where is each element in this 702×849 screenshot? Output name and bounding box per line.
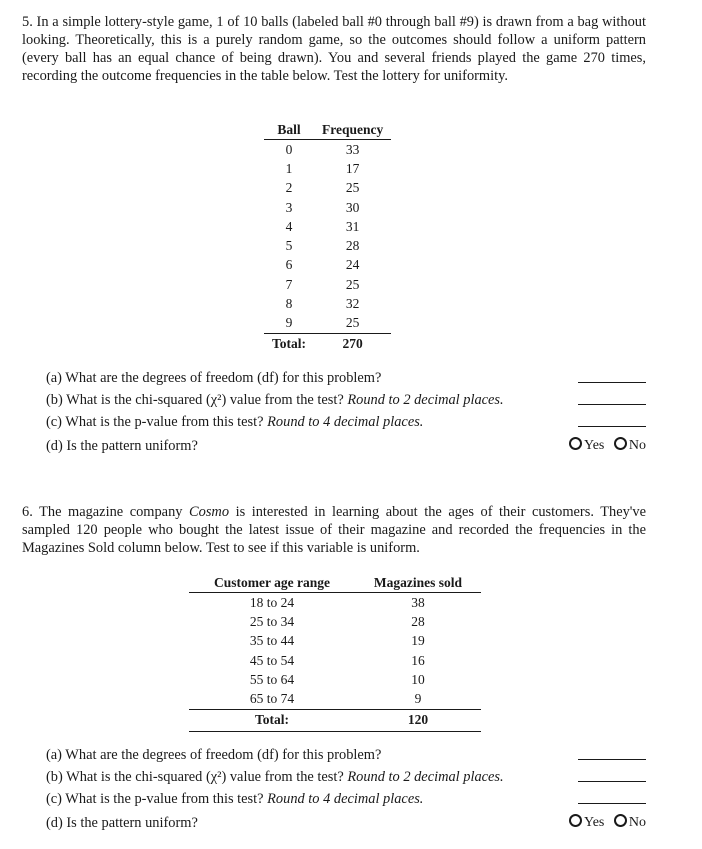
total-label: Total:: [189, 709, 355, 731]
table-row: [264, 159, 391, 178]
table-row: [189, 651, 481, 670]
radio-yes-label: Yes: [584, 815, 605, 830]
table-cell: 28: [345, 238, 360, 254]
radio-no-6[interactable]: [614, 815, 646, 830]
answer-6c-input[interactable]: [578, 803, 646, 804]
question-5a-text: (a) What are the degrees of freedom (df) for this problem?: [46, 370, 382, 386]
answer-5c-input[interactable]: [578, 426, 646, 427]
radio-yes-label: Yes: [584, 438, 605, 453]
table-row: [264, 275, 391, 294]
table-cell: 2: [285, 180, 293, 196]
table-header-ball: Ball: [264, 120, 314, 140]
table-cell: 10: [411, 671, 425, 687]
problem-6-text-start: 6. The magazine company: [22, 504, 183, 520]
table-cell: 25: [345, 315, 360, 331]
radio-circle-icon: [569, 437, 582, 450]
total-value: 120: [355, 709, 481, 731]
question-5d-text: (d) Is the pattern uniform?: [46, 438, 198, 454]
table-cell: 17: [345, 160, 360, 176]
magazine-brand: Cosmo: [189, 504, 230, 520]
question-5c: [46, 411, 646, 433]
table-cell: 8: [285, 296, 293, 312]
table-row: [189, 689, 481, 709]
table-cell: 4: [285, 218, 293, 234]
table-cell: 31: [345, 218, 360, 234]
table-total-row: [264, 333, 391, 355]
uniform-choice-6: [563, 812, 646, 834]
problem-6-text: [22, 503, 646, 557]
question-5b-note: Round to 2 decimal places.: [347, 392, 504, 408]
problem-5-text: 5. In a simple lottery-style game, 1 of 10 balls (labeled ball #0 through ball #9) is drawn from a bag without looking. Theoretically, this is a purely random game, so the outcomes should follow a uniform pattern (every ball has an equal chance of being drawn). You and several friends played the game 270 times, recording the outcome frequencies in the table below. Test the lottery for uniformity.: [22, 14, 646, 84]
table-row: [189, 593, 481, 613]
table-row: [264, 314, 391, 334]
radio-circle-icon: [614, 437, 627, 450]
table-cell: 3: [285, 199, 293, 215]
table-cell: 35 to 44: [249, 633, 295, 649]
table-cell: 16: [411, 652, 425, 668]
table-cell: 19: [411, 633, 425, 649]
table-cell: 7: [285, 276, 293, 292]
radio-no-5[interactable]: [614, 438, 646, 453]
table-cell: 0: [285, 141, 293, 157]
table-cell: 24: [345, 257, 360, 273]
table-cell: 6: [285, 257, 293, 273]
table-cell: 30: [345, 199, 360, 215]
table-cell: 25: [345, 276, 360, 292]
table-cell: 28: [411, 613, 425, 629]
total-label: Total:: [264, 333, 314, 355]
table-cell: 45 to 54: [249, 652, 295, 668]
table-row: [264, 256, 391, 275]
question-6a-text: (a) What are the degrees of freedom (df) for this problem?: [46, 747, 382, 763]
answer-5a-input[interactable]: [578, 382, 646, 383]
question-6b-text: (b) What is the chi-squared (χ²) value from the test?: [46, 769, 344, 785]
magazine-sales-table: [189, 573, 481, 732]
table-cell: 9: [414, 691, 422, 707]
table-row: [264, 140, 391, 160]
radio-yes-6[interactable]: [569, 815, 604, 830]
table-row: [264, 217, 391, 236]
table-row: [264, 198, 391, 217]
table-cell: 9: [285, 315, 293, 331]
table-row: [264, 294, 391, 313]
radio-yes-5[interactable]: [569, 438, 604, 453]
question-6d-text: (d) Is the pattern uniform?: [46, 815, 198, 831]
question-6c-text: (c) What is the p-value from this test?: [46, 791, 264, 807]
table-cell: 18 to 24: [249, 594, 295, 610]
lottery-frequency-table: [264, 120, 391, 355]
question-5b: [46, 389, 646, 411]
table-total-row: [189, 709, 481, 731]
table-cell: 25: [345, 180, 360, 196]
question-6c: [46, 788, 646, 810]
table-cell: 38: [411, 594, 425, 610]
table-row: [189, 670, 481, 689]
table-header-frequency: Frequency: [314, 120, 391, 140]
question-5c-note: Round to 4 decimal places.: [267, 414, 424, 430]
answer-6b-input[interactable]: [578, 781, 646, 782]
problem-5-questions: [46, 367, 646, 457]
question-5c-text: (c) What is the p-value from this test?: [46, 414, 264, 430]
radio-circle-icon: [614, 814, 627, 827]
total-value: 270: [314, 333, 391, 355]
table-row: [189, 632, 481, 651]
radio-no-label: No: [628, 815, 646, 830]
table-row: [264, 236, 391, 255]
table-cell: 5: [285, 238, 293, 254]
question-5a: [46, 367, 646, 389]
table-row: [264, 179, 391, 198]
table-header-age-range: Customer age range: [189, 573, 355, 593]
table-header-magazines-sold: Magazines sold: [355, 573, 481, 593]
question-6a: [46, 744, 646, 766]
question-6b: [46, 766, 646, 788]
uniform-choice-5: [563, 435, 646, 457]
table-cell: 1: [285, 160, 293, 176]
question-6b-note: Round to 2 decimal places.: [347, 769, 504, 785]
radio-circle-icon: [569, 814, 582, 827]
radio-no-label: No: [628, 438, 646, 453]
problem-6-text-end: is interested in learning about the ages of their customers. They've sampled 120 people who bought the latest issue of their magazine and recorded the frequencies in the Magazines Sold column below. Test to see if this variable is uniform.: [22, 504, 646, 556]
question-5b-text: (b) What is the chi-squared (χ²) value from the test?: [46, 392, 344, 408]
table-cell: 55 to 64: [249, 671, 295, 687]
question-6c-note: Round to 4 decimal places.: [267, 791, 424, 807]
question-6d: [46, 812, 646, 834]
table-cell: 33: [345, 141, 360, 157]
table-cell: 65 to 74: [249, 691, 295, 707]
table-row: [189, 612, 481, 631]
question-5d: [46, 435, 646, 457]
table-cell: 32: [345, 296, 360, 312]
answer-6a-input[interactable]: [578, 759, 646, 760]
answer-5b-input[interactable]: [578, 404, 646, 405]
problem-6-questions: [46, 744, 646, 834]
table-cell: 25 to 34: [249, 613, 295, 629]
